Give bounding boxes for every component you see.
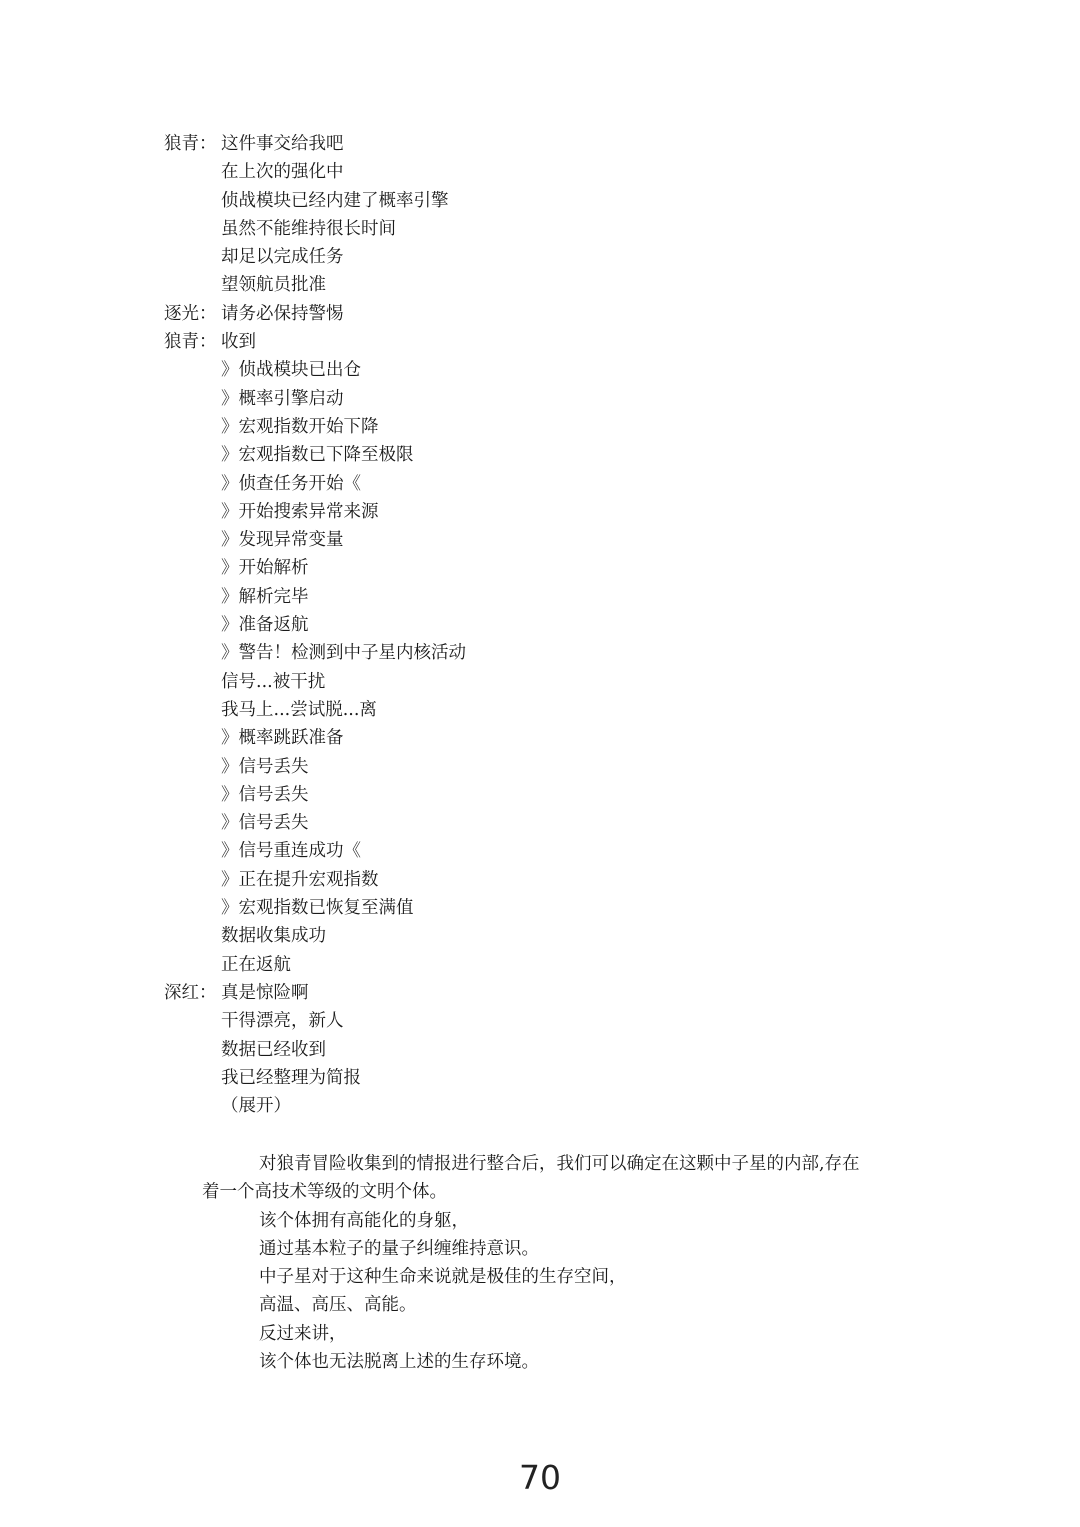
dialogue-text: 正在返航: [221, 954, 291, 975]
dialogue-text: 》发现异常变量: [221, 530, 344, 551]
dialogue-line: [164, 724, 924, 752]
dialogue-text: 》概率引擎启动: [221, 388, 344, 409]
dialogue-line: [164, 356, 924, 384]
dialogue-line: [164, 300, 924, 328]
dialogue-text: 信号...被干扰: [221, 671, 326, 692]
dialogue-text: 请务必保持警惕: [221, 303, 344, 324]
dialogue-line: [164, 668, 924, 696]
dialogue-text: 数据收集成功: [221, 926, 326, 947]
dialogue-line: [164, 781, 924, 809]
dialogue-line: [164, 922, 924, 950]
dialogue-line: [164, 809, 924, 837]
dialogue-line: [164, 979, 924, 1007]
dialogue-text: 我马上...尝试脱...离: [221, 699, 377, 720]
dialogue-line: [164, 498, 924, 526]
dialogue-line: [164, 1036, 924, 1064]
dialogue-line: [164, 470, 924, 498]
dialogue-text: 》开始解析: [221, 558, 309, 579]
dialogue-text: 》正在提升宏观指数: [221, 869, 379, 890]
dialogue-line: [164, 696, 924, 724]
dialogue-text: 》信号丢失: [221, 756, 309, 777]
dialogue-text: 》开始搜索异常来源: [221, 501, 379, 522]
dialogue-text: 》信号丢失: [221, 813, 309, 834]
narration-line: 通过基本粒子的量子纠缠维持意识。: [259, 1238, 539, 1259]
narration-line: 高温、高压、高能。: [259, 1295, 417, 1316]
dialogue-line: [164, 328, 924, 356]
dialogue-line: [164, 1064, 924, 1092]
dialogue-line: [164, 554, 924, 582]
dialogue-text: 》侦查任务开始《: [221, 473, 361, 494]
dialogue-line: [164, 187, 924, 215]
dialogue-line: [164, 753, 924, 781]
dialogue-text: 在上次的强化中: [221, 162, 344, 183]
dialogue-line: [164, 271, 924, 299]
speaker-label: 逐光：: [164, 303, 217, 324]
dialogue-text: 却足以完成任务: [221, 247, 344, 268]
narration-line: 反过来讲，: [259, 1323, 347, 1344]
narration-line: 该个体拥有高能化的身躯，: [259, 1210, 469, 1231]
dialogue-line: [164, 1092, 924, 1120]
dialogue-line: [164, 639, 924, 667]
dialogue-text: 》准备返航: [221, 615, 309, 636]
dialogue-line: [164, 837, 924, 865]
dialogue-text: 数据已经收到: [221, 1039, 326, 1060]
dialogue-line: [164, 1007, 924, 1035]
dialogue-text: 》信号丢失: [221, 784, 309, 805]
dialogue-text: 》宏观指数已恢复至满值: [221, 898, 414, 919]
dialogue-line: [164, 526, 924, 554]
narration-line: 中子星对于这种生命来说就是极佳的生存空间，: [259, 1267, 627, 1288]
dialogue-text: 》侦战模块已出仓: [221, 360, 361, 381]
dialogue-text: 侦战模块已经内建了概率引擎: [221, 190, 449, 211]
dialogue-line: [164, 130, 924, 158]
dialogue-line: [164, 441, 924, 469]
dialogue-line: [164, 158, 924, 186]
dialogue-text: 》宏观指数已下降至极限: [221, 445, 414, 466]
dialogue-text: 我已经整理为简报: [221, 1067, 361, 1088]
dialogue-line: [164, 583, 924, 611]
speaker-label: 深红：: [164, 982, 217, 1003]
dialogue-text: 干得漂亮，新人: [221, 1011, 344, 1032]
dialogue-line: [164, 385, 924, 413]
dialogue-script: [164, 130, 924, 1120]
dialogue-line: [164, 215, 924, 243]
dialogue-text: （展开）: [221, 1096, 291, 1117]
dialogue-line: [164, 951, 924, 979]
speaker-label: 狼青：: [164, 332, 217, 353]
narration-block: [202, 1150, 922, 1376]
dialogue-text: 这件事交给我吧: [221, 134, 344, 154]
speaker-label: 狼青：: [164, 134, 217, 154]
dialogue-line: [164, 894, 924, 922]
dialogue-text: 》信号重连成功《: [221, 841, 361, 862]
dialogue-line: [164, 611, 924, 639]
dialogue-line: [164, 243, 924, 271]
dialogue-text: 真是惊险啊: [221, 982, 309, 1003]
dialogue-text: 》宏观指数开始下降: [221, 416, 379, 437]
page-number: 70: [519, 1458, 561, 1497]
narration-paragraph-line: 对狼青冒险收集到的情报进行整合后，我们可以确定在这颗中子星的内部,存在: [259, 1154, 860, 1174]
dialogue-line: [164, 413, 924, 441]
dialogue-text: 》概率跳跃准备: [221, 728, 344, 749]
narration-line: 该个体也无法脱离上述的生存环境。: [259, 1352, 539, 1373]
dialogue-text: 》警告！检测到中子星内核活动: [221, 643, 466, 664]
dialogue-text: 收到: [221, 332, 256, 353]
dialogue-text: 望领航员批准: [221, 275, 326, 296]
narration-paragraph-line: 着一个高技术等级的文明个体。: [202, 1182, 447, 1203]
dialogue-text: 》解析完毕: [221, 586, 309, 607]
dialogue-text: 虽然不能维持很长时间: [221, 218, 396, 239]
dialogue-line: [164, 866, 924, 894]
